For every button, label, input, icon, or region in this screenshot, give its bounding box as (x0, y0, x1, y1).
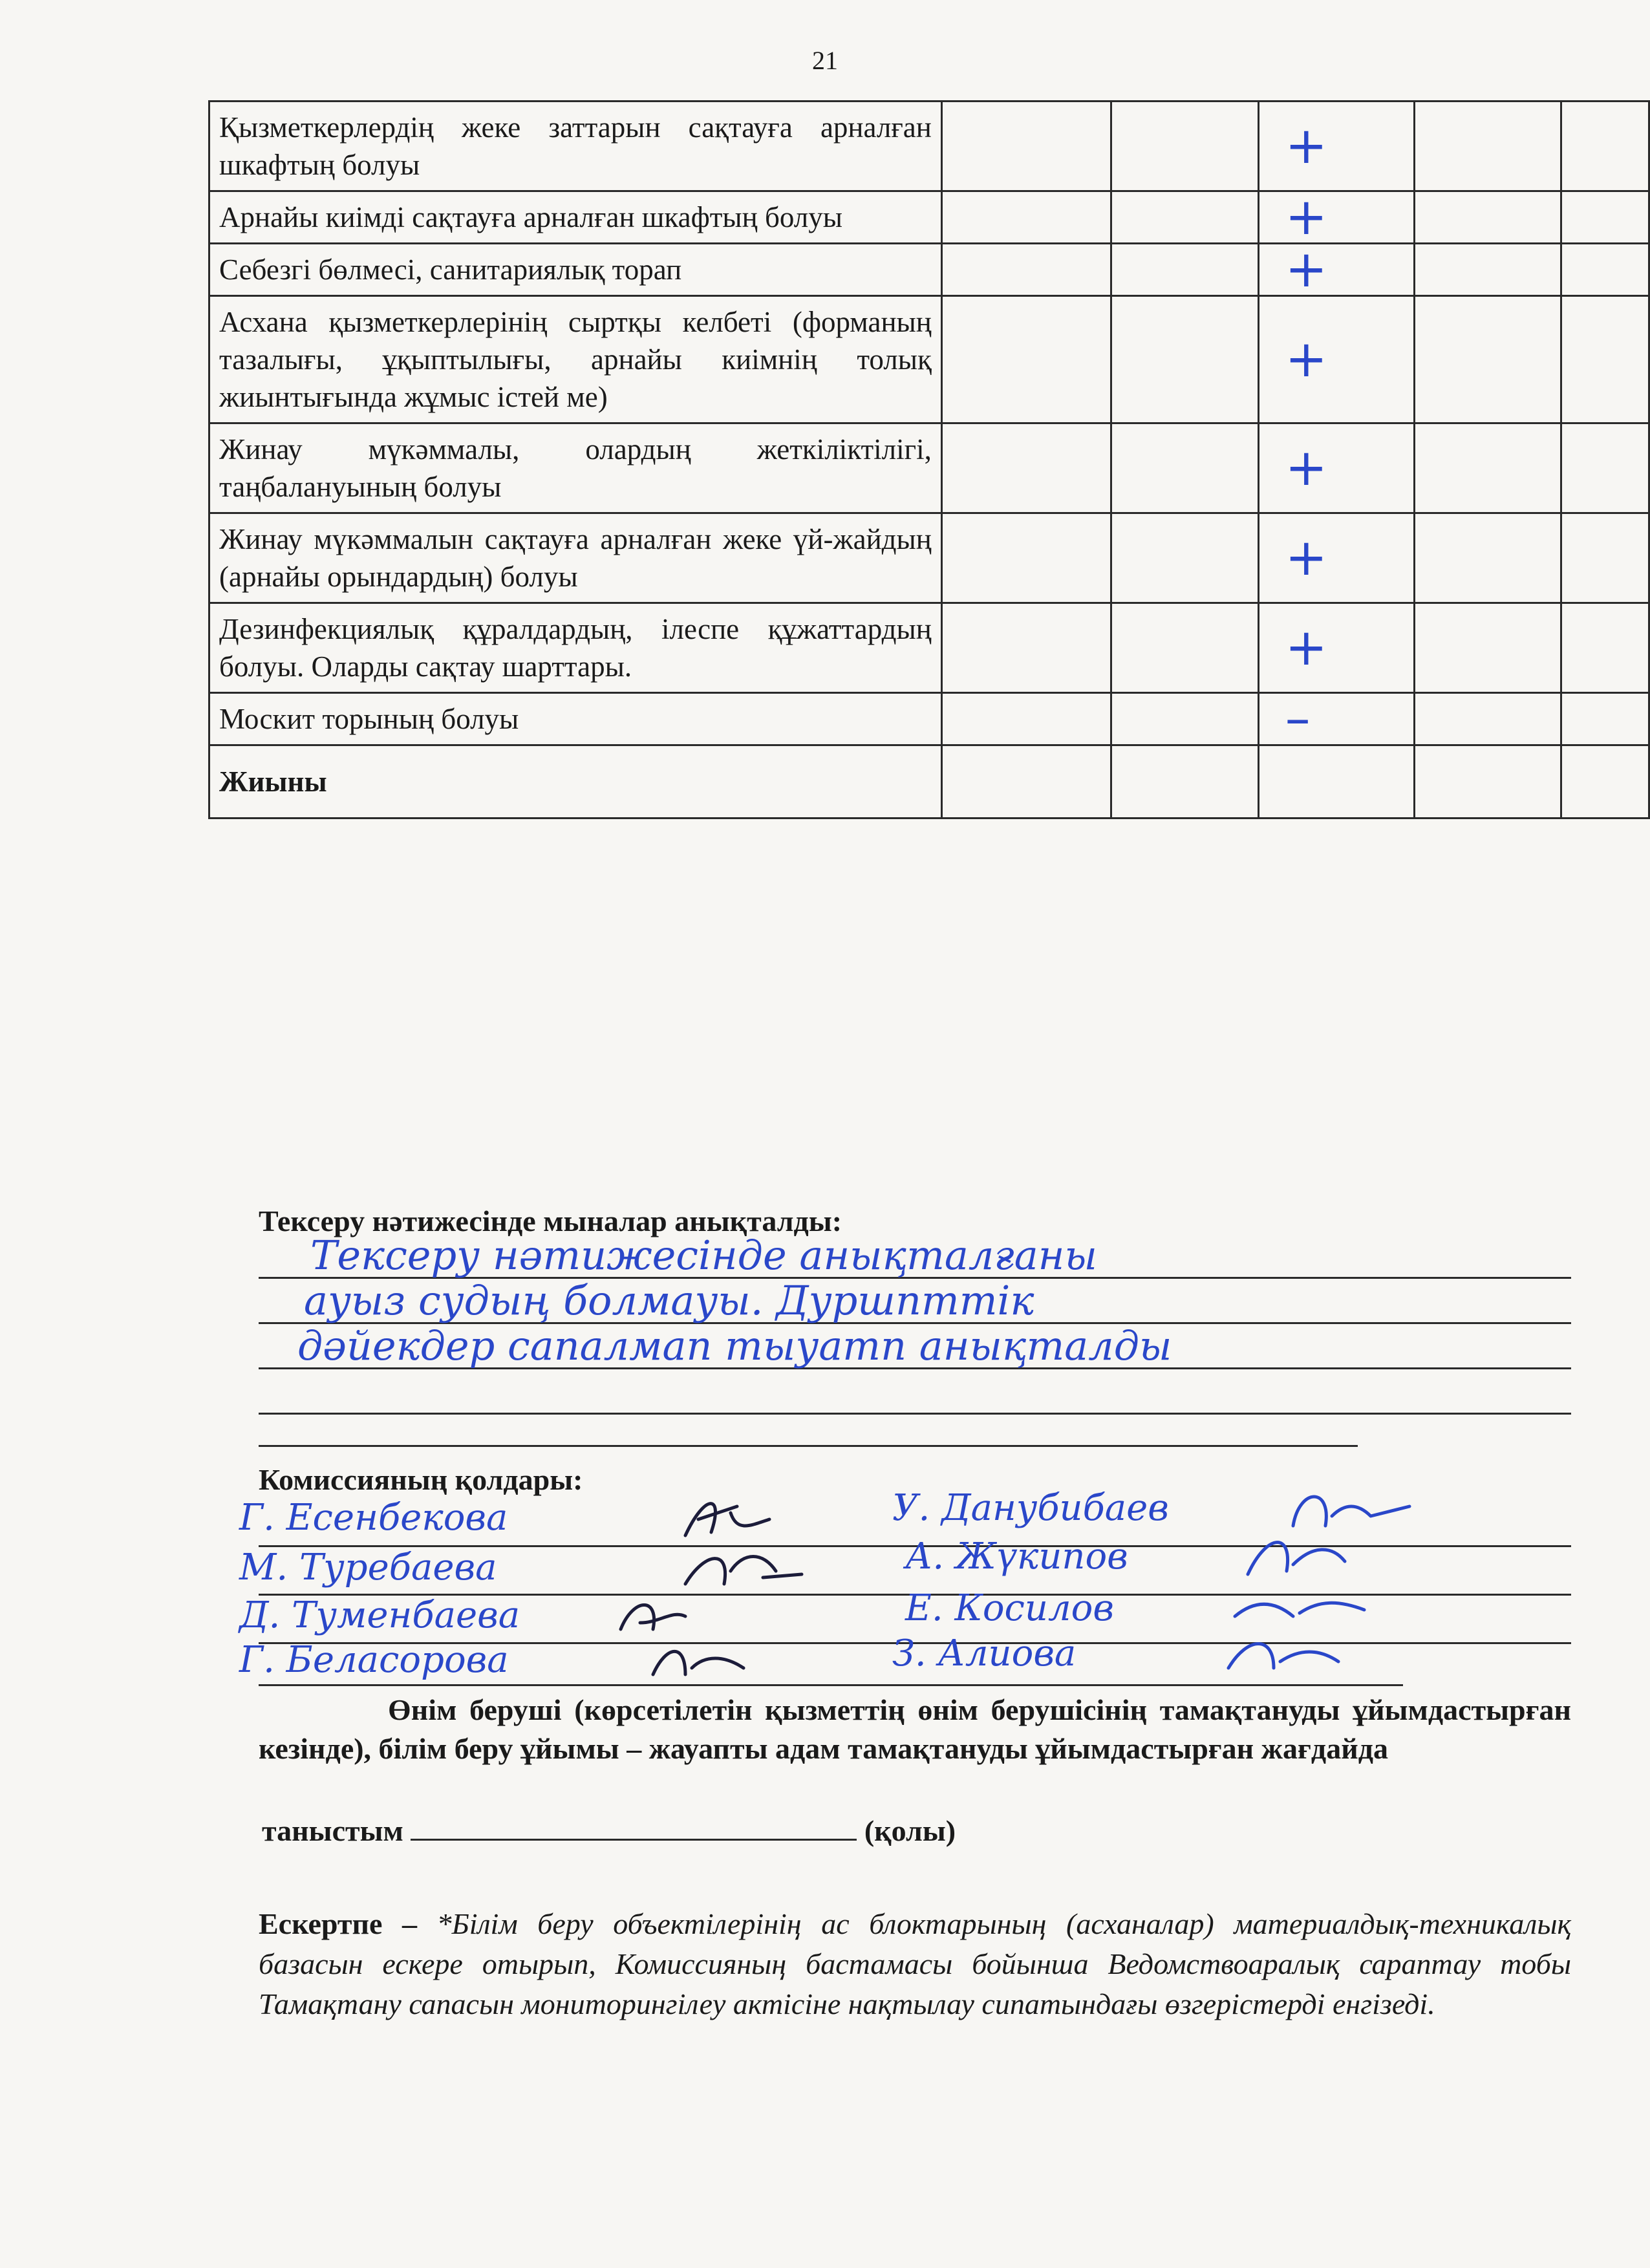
signature-scribble-7 (1235, 1603, 1364, 1616)
signatures-heading: Комиссияның қолдары: (259, 1463, 583, 1496)
check-mark: + (1285, 117, 1328, 175)
handwritten-finding-1: Тексеру нәтижесінде анықталғаны (310, 1232, 1097, 1279)
familiar-line (262, 1812, 1574, 1850)
criterion-cell: Арнайы киімді сақтауға арналған шкафтың болуы (209, 191, 942, 244)
total-label: Жиыны (209, 745, 942, 818)
criterion-cell: Жинау мүкәммалы, олардың жеткіліктілігі, таңбалануының болуы (209, 423, 942, 513)
criterion-cell: Асхана қызметкерлерінің сыртқы келбеті (форманың тазалығы, ұқыптылығы, арнайы киімнің толық жиынтығында жұмыс істей ме) (209, 296, 942, 423)
findings-heading: Тексеру нәтижесінде мыналар анықталды: (259, 1204, 842, 1237)
signature-name-right-2: А. Жүкипов (905, 1535, 1128, 1578)
note-text: *Білім беру объектілерінің ас блоктарының (асханалар) материалдық-техникалық базасын ескере отырып, Комиссияның бастамасы бойынша Ведомствоаралық сараптау тобы Тамақтану сапасын мониторингілеу актісіне нақтылау сипатындағы өзгерістерді енгізеді. (259, 1907, 1572, 2020)
handwritten-finding-3: дәйекдер сапалмап тыуатп анықталды (297, 1322, 1172, 1369)
sign-label: (қолы) (864, 1814, 956, 1847)
signature-scribble-3 (621, 1605, 685, 1630)
signature-scribble-2 (685, 1557, 802, 1585)
check-mark: + (1285, 330, 1328, 389)
signature-scribble-5 (1293, 1497, 1409, 1526)
check-mark: + (1285, 439, 1328, 497)
check-mark: + (1285, 241, 1328, 299)
signature-name-left-1: Г. Есенбекова (239, 1497, 508, 1539)
familiar-sign-blank (411, 1839, 857, 1841)
signature-name-left-2: М. Туребаева (239, 1546, 497, 1589)
familiar-label: таныстым (262, 1814, 403, 1847)
signature-name-left-3: Д. Туменбаева (239, 1594, 520, 1636)
check-mark: – (1285, 690, 1311, 748)
producer-paragraph (259, 1691, 1571, 1768)
check-mark: + (1285, 188, 1328, 246)
criterion-cell: Москит торының болуы (209, 693, 942, 745)
criterion-cell: Қызметкерлердің жеке заттарын сақтауға арналған шкафтың болуы (209, 102, 942, 191)
signature-name-left-4: Г. Беласорова (239, 1639, 509, 1681)
handwritten-finding-2: ауыз судың болмауы. Дуршпттік (304, 1277, 1034, 1324)
signature-scribble-1 (685, 1504, 769, 1535)
criterion-cell: Себезгі бөлмесі, санитариялық торап (209, 244, 942, 296)
signature-scribble-8 (1228, 1644, 1338, 1669)
producer-text: Өнім беруші (көрсетілетін қызметтің өнім берушісінің тамақтануды ұйымдастырған кезінде), білім беру ұйымы – жауапты адам тамақтануды ұйымдастырған жағдайда (259, 1693, 1571, 1765)
check-mark: + (1285, 529, 1328, 587)
note-label: Ескертпе – (259, 1907, 417, 1940)
signature-scribble-6 (1248, 1543, 1345, 1574)
page-number: 21 (812, 46, 838, 75)
criterion-cell: Дезинфекциялық құралдардың, ілеспе құжаттардың болуы. Оларды сақтау шарттары. (209, 603, 942, 693)
signature-name-right-3: Е. Косилов (905, 1587, 1114, 1629)
check-mark: + (1285, 619, 1328, 677)
signature-scribble-4 (653, 1651, 744, 1674)
note-paragraph (259, 1904, 1571, 2024)
criterion-cell: Жинау мүкәммалын сақтауға арналған жеке үй-жайдың (арнайы орындардың) болуы (209, 513, 942, 603)
signature-name-right-1: У. Данубибаев (892, 1487, 1169, 1529)
signature-name-right-4: З. Алиова (892, 1632, 1077, 1674)
